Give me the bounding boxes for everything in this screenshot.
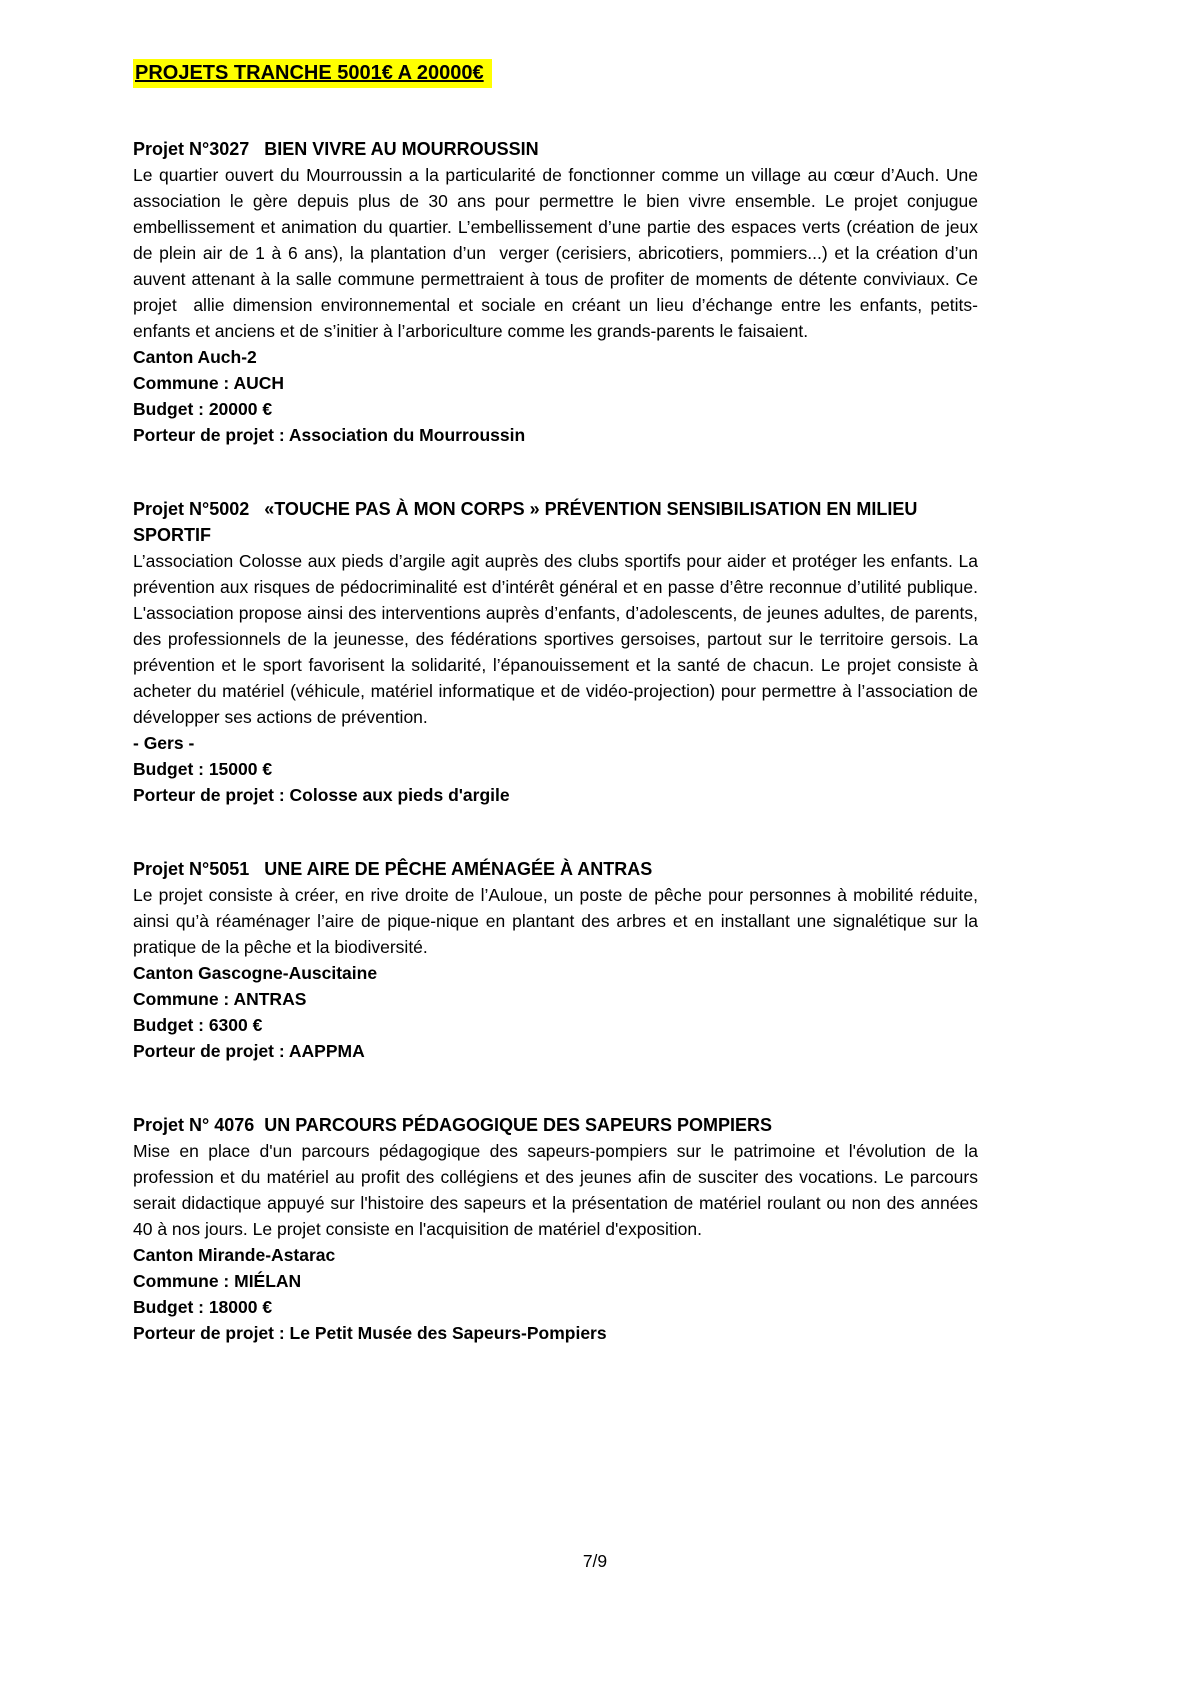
project-budget: Budget : 15000 € (133, 759, 273, 779)
project-header: Projet N°5002 «TOUCHE PAS À MON CORPS » PRÉVENTION SENSIBILISATION EN MILIEU SPORTIF (133, 499, 923, 545)
project-section-4076 (133, 1112, 983, 1346)
project-section-3027 (133, 136, 983, 448)
page-title (133, 60, 978, 86)
project-header: Projet N°3027 BIEN VIVRE AU MOURROUSSIN (133, 139, 539, 159)
project-commune: Commune : AUCH (133, 373, 285, 393)
project-budget: Budget : 20000 € (133, 399, 273, 419)
project-description: Mise en place d'un parcours pédagogique des sapeurs-pompiers sur le patrimoine et l'évolution de la profession et du matériel au profit des collégiens et des jeunes afin de susciter des vocations. Le parcours serait didactique appuyé sur l'histoire des sapeurs et la présentation de matériel roulant ou non des années 40 à nos jours. Le projet consiste en l'acquisition de matériel d'exposition. (133, 1141, 983, 1239)
project-porteur: Porteur de projet : Le Petit Musée des Sapeurs-Pompiers (133, 1323, 607, 1343)
project-section-5051 (133, 856, 983, 1064)
project-porteur: Porteur de projet : Colosse aux pieds d'argile (133, 785, 510, 805)
project-header: Projet N° 4076 UN PARCOURS PÉDAGOGIQUE DES SAPEURS POMPIERS (133, 1115, 772, 1135)
project-commune: Commune : MIÉLAN (133, 1271, 302, 1291)
project-header: Projet N°5051 UNE AIRE DE PÊCHE AMÉNAGÉE À ANTRAS (133, 859, 653, 879)
project-description: L’association Colosse aux pieds d’argile agit auprès des clubs sportifs pour aider et protéger les enfants. La prévention aux risques de pédocriminalité est d’intérêt général et en passe d’être reconnue d’utilité publique. L'association propose ainsi des interventions auprès d’enfants, d’adolescents, de jeunes adultes, de parents, des professionnels de la jeunesse, des fédérations sportives gersoises, partout sur le territoire gersois. La prévention et le sport favorisent la solidarité, l’épanouissement et la santé de chacun. Le projet consiste à acheter du matériel (véhicule, matériel informatique et de vidéo-projection) pour permettre à l’association de développer ses actions de prévention. (133, 551, 983, 727)
project-porteur: Porteur de projet : Association du Mourroussin (133, 425, 526, 445)
project-budget: Budget : 18000 € (133, 1297, 273, 1317)
project-porteur: Porteur de projet : AAPPMA (133, 1041, 365, 1061)
project-canton: Canton Auch-2 (133, 347, 257, 367)
project-commune: Commune : ANTRAS (133, 989, 307, 1009)
project-canton: Canton Mirande-Astarac (133, 1245, 336, 1265)
project-description: Le projet consiste à créer, en rive droite de l’Auloue, un poste de pêche pour personnes à mobilité réduite, ainsi qu’à réaménager l’aire de pique-nique en plantant des arbres et en installant une signalétique sur la pratique de la pêche et la biodiversité. (133, 885, 983, 957)
page-footer (0, 1548, 1190, 1574)
page-title-highlight: PROJETS TRANCHE 5001€ A 20000€ (133, 59, 492, 88)
project-budget: Budget : 6300 € (133, 1015, 263, 1035)
project-section-5002 (133, 496, 983, 808)
project-territory: - Gers - (133, 733, 195, 753)
page-number: 7/9 (582, 1551, 608, 1571)
project-canton: Canton Gascogne-Auscitaine (133, 963, 378, 983)
project-description: Le quartier ouvert du Mourroussin a la particularité de fonctionner comme un village au cœur d’Auch. Une association le gère depuis plus de 30 ans pour permettre le bien vivre ensemble. Le projet conjugue embellissement et animation du quartier. L’embellissement d’une partie des espaces verts (création de jeux de plein air de 1 à 6 ans), la plantation d’un verger (cerisiers, abricotiers, pommiers...) et la création d’un auvent attenant à la salle commune permettraient à tous de profiter de moments de détente conviviaux. Ce projet allie dimension environnemental et sociale en créant un lieu d’échange entre les enfants, petits-enfants et anciens et de s’initier à l’arboriculture comme les grands-parents le faisaient. (133, 165, 983, 341)
